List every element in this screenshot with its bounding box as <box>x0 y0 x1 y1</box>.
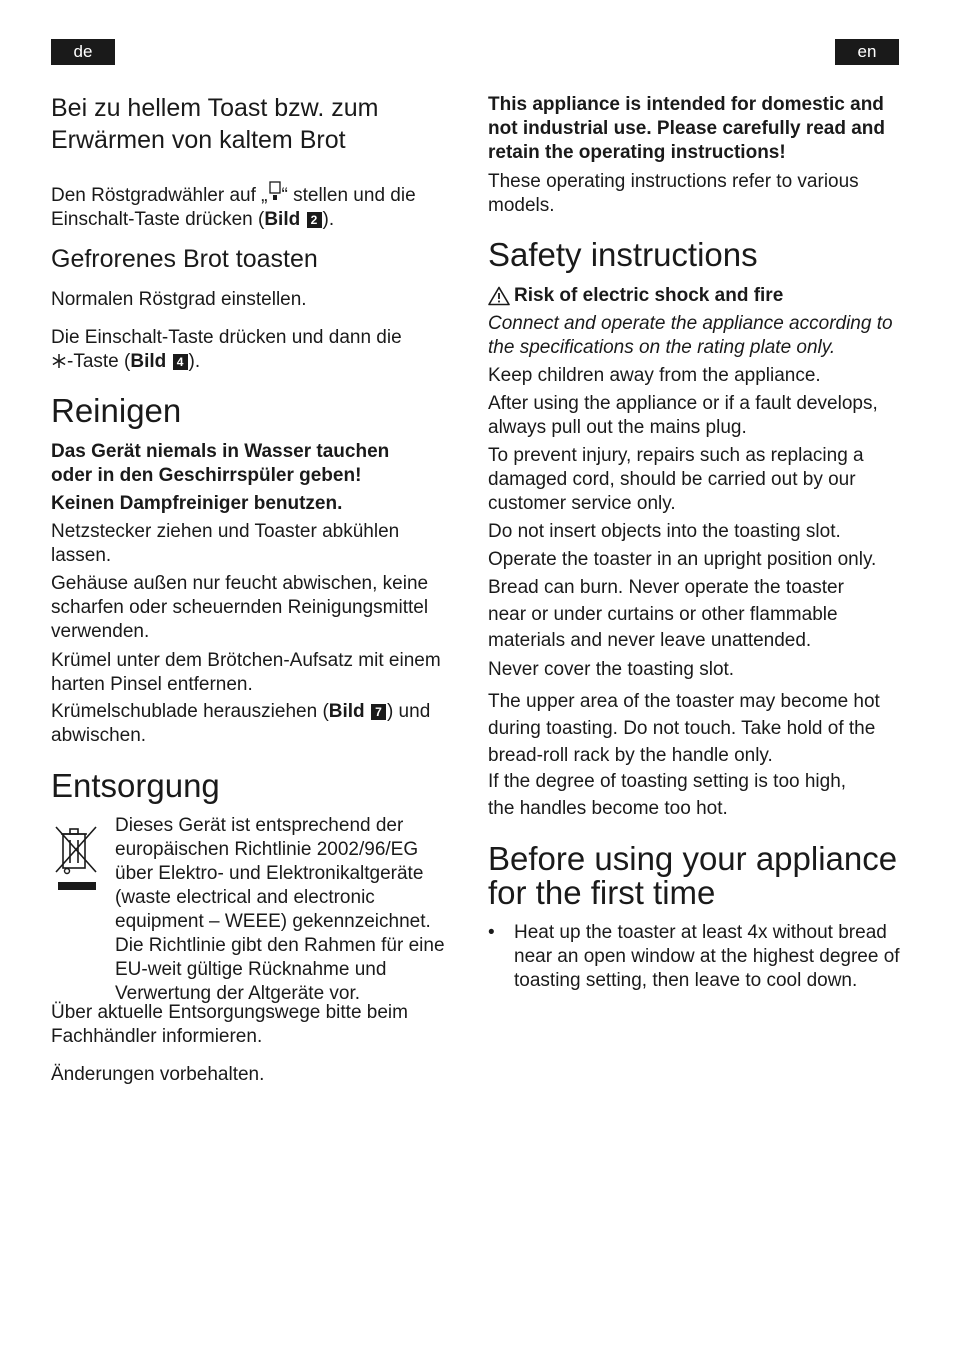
safety-cover: Never cover the toasting slot. <box>488 659 735 680</box>
list-item <box>488 921 904 993</box>
language-tag-de: de <box>51 39 115 65</box>
paragraph-crumbs: Krümel unter dem Brötchen-Aufsatz mit einem harten Pinsel entfernen. <box>51 650 441 695</box>
paragraph-normal-toast: Normalen Röstgrad einstellen. <box>51 289 307 310</box>
paragraph-housing: Gehäuse außen nur feucht abwischen, keine scharfen oder scheuernden Reinigungsmittel verwenden. <box>51 573 429 642</box>
heading-safety: Safety instructions <box>488 236 758 273</box>
bullet-icon: • <box>488 922 495 943</box>
snowflake-icon <box>51 353 67 369</box>
language-tag-en: en <box>835 39 899 65</box>
safety-curtains: Bread can burn. Never operate the toaster near or under curtains or other flammable materials and never leave unattended. <box>488 577 844 651</box>
weee-crossed-bin-icon <box>53 824 99 892</box>
intro-models: These operating instructions refer to various models. <box>488 171 859 216</box>
heading-reinigen: Reinigen <box>51 392 182 429</box>
safety-unplug: After using the appliance or if a fault develops, always pull out the mains plug. <box>488 393 878 438</box>
heading-entsorgung: Entsorgung <box>51 767 220 804</box>
warning-triangle-icon <box>488 286 510 306</box>
heading-frozen-bread: Gefrorenes Brot toasten <box>51 245 318 273</box>
paragraph-disposal: Über aktuelle Entsorgungswege bitte beim Fachhändler informieren. <box>51 1002 408 1047</box>
paragraph-crumb-tray: Krümelschublade herausziehen (Bild 7 ) und abwischen. <box>51 701 431 746</box>
figure-number-badge: 2 <box>307 212 322 228</box>
paragraph-changes: Änderungen vorbehalten. <box>51 1064 265 1085</box>
toast-level-icon <box>268 181 282 203</box>
paragraph-unplug: Netzstecker ziehen und Toaster abkühlen lassen. <box>51 521 400 566</box>
safety-repairs: To prevent injury, repairs such as replacing a damaged cord, should be carried out by our customer service only. <box>488 445 864 514</box>
figure-number-badge: 4 <box>173 354 188 370</box>
warning-steam: Keinen Dampfreiniger benutzen. <box>51 493 343 514</box>
paragraph-light-toast: Den Röstgradwähler auf „ “ stellen und die Einschalt-Taste drücken (Bild 2 ). <box>51 181 451 232</box>
safety-objects: Do not insert objects into the toasting slot. <box>488 521 841 542</box>
paragraph-weee: Dieses Gerät ist entsprechend der europäischen Richtlinie 2002/96/EG über Elektro- und Elektronikaltgeräte (waste electrical and electronic equipment – WEEE) gekennzeichnet. Die Richtlinie gibt den Rahmen für eine EU-weit gültige Rücknahme und Verwertung der Altgeräte vor. <box>115 815 445 1004</box>
safety-upright: Operate the toaster in an upright position only. <box>488 549 877 570</box>
paragraph-frozen-steps: Die Einschalt-Taste drücken und dann die -Taste (Bild 4 ). <box>51 327 402 372</box>
warning-water: Das Gerät niemals in Wasser tauchen oder in den Geschirrspüler geben! <box>51 441 390 486</box>
figure-number-badge: 7 <box>371 704 386 720</box>
safety-hot: The upper area of the toaster may become hot during toasting. Do not touch. Take hold of the bread-roll rack by the handle only. <box>488 691 880 766</box>
intro-bold: This appliance is intended for domestic and not industrial use. Please carefully read and retain the operating instructions! <box>488 94 886 163</box>
rating-plate-note: Connect and operate the appliance according to the specifications on the rating plate only. <box>488 313 893 358</box>
safety-children: Keep children away from the appliance. <box>488 365 821 386</box>
safety-handles: If the degree of toasting setting is too high, the handles become too hot. <box>488 771 847 819</box>
warning-shock: Risk of electric shock and fire <box>488 284 904 308</box>
heading-light-toast: Bei zu hellem Toast bzw. zum Erwärmen von kaltem Brot <box>51 94 379 154</box>
bullet-heat-up: Heat up the toaster at least 4x without bread near an open window at the highest degree of toasting setting, then leave to cool down. <box>514 922 900 991</box>
heading-before-use: Before using your appliance for the first time <box>488 840 898 911</box>
